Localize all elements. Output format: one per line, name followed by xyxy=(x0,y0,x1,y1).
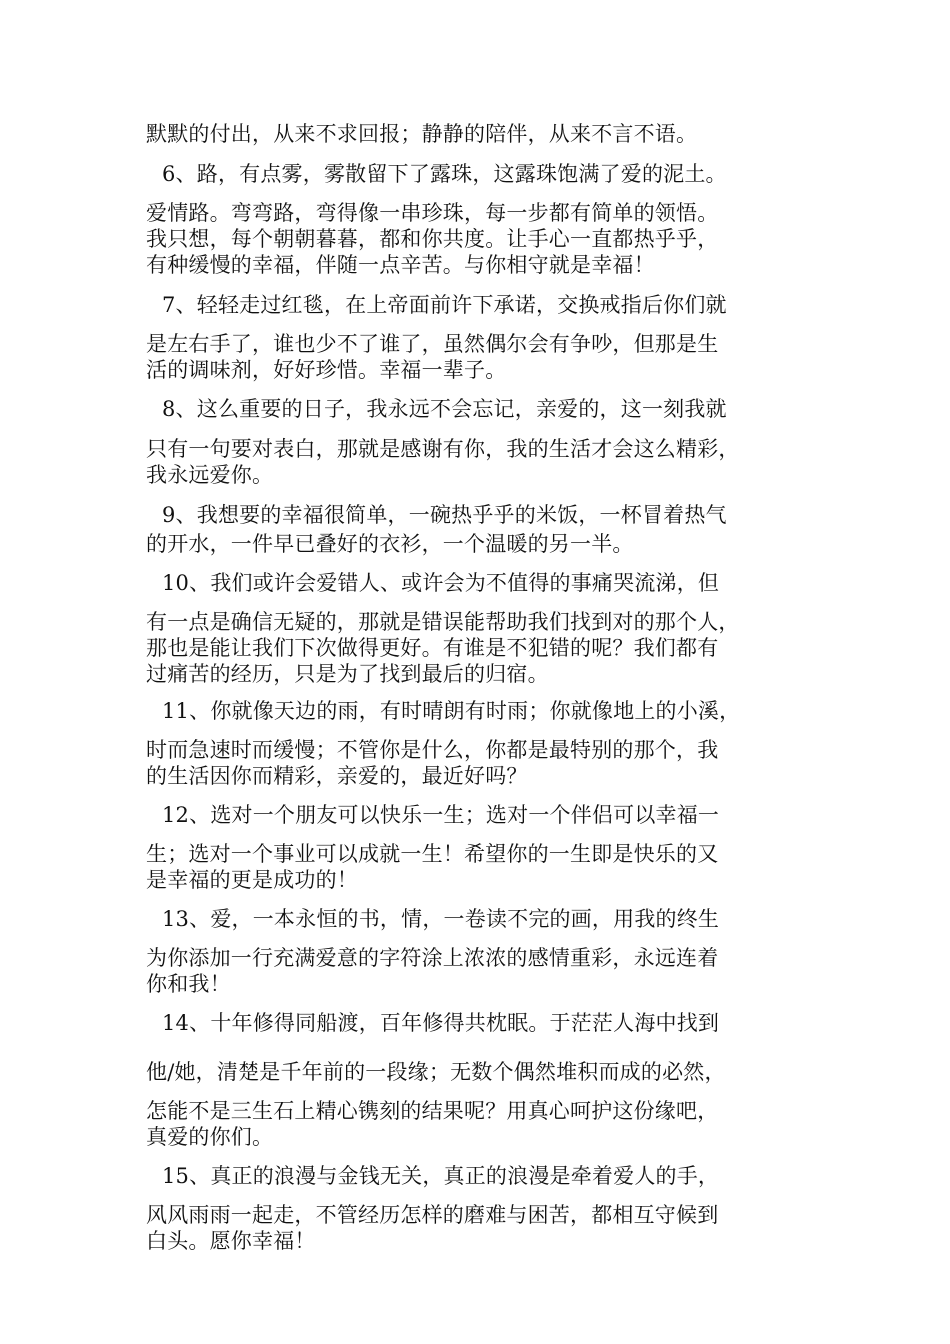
text-line: 是左右手了，谁也少不了谁了，虽然偶尔会有争吵，但那是生 xyxy=(146,332,719,356)
text-line: 真爱的你们。 xyxy=(146,1125,274,1149)
text-line: 我永远爱你。 xyxy=(146,463,274,487)
item-8-line: 8、这么重要的日子，我永远不会忘记，亲爱的，这一刻我就 xyxy=(162,397,727,421)
text-line: 是幸福的更是成功的！ xyxy=(146,868,358,892)
text-line: 过痛苦的经历，只是为了找到最后的归宿。 xyxy=(146,662,549,686)
item-7-line: 7、轻轻走过红毯，在上帝面前许下承诺，交换戒指后你们就 xyxy=(162,293,727,317)
text-line: 他/她，清楚是千年前的一段缘；无数个偶然堆积而成的必然， xyxy=(146,1060,726,1084)
text-line: 你和我！ xyxy=(146,972,231,996)
item-10-line: 10、我们或许会爱错人、或许会为不值得的事痛哭流涕，但 xyxy=(162,571,720,595)
text-line: 的生活因你而精彩，亲爱的，最近好吗？ xyxy=(146,764,528,788)
item-6-line: 6、路，有点雾，雾散留下了露珠，这露珠饱满了爱的泥土。 xyxy=(162,162,727,186)
item-9-line: 9、我想要的幸福很简单，一碗热乎乎的米饭，一杯冒着热气 xyxy=(162,503,727,527)
item-12-line: 12、选对一个朋友可以快乐一生；选对一个伴侣可以幸福一 xyxy=(162,803,720,827)
item-13-line: 13、爱，一本永恒的书，情，一卷读不完的画，用我的终生 xyxy=(162,907,720,931)
text-line: 爱情路。弯弯路，弯得像一串珍珠，每一步都有简单的领悟。 xyxy=(146,201,719,225)
item-14-line: 14、十年修得同船渡，百年修得共枕眠。于茫茫人海中找到 xyxy=(162,1011,720,1035)
text-line: 只有一句要对表白，那就是感谢有你，我的生活才会这么精彩， xyxy=(146,437,740,461)
text-line: 默默的付出，从来不求回报；静静的陪伴，从来不言不语。 xyxy=(146,122,698,146)
text-line: 生；选对一个事业可以成就一生！希望你的一生即是快乐的又 xyxy=(146,842,719,866)
text-line: 时而急速时而缓慢；不管你是什么，你都是最特别的那个，我 xyxy=(146,738,719,762)
text-line: 活的调味剂，好好珍惜。幸福一辈子。 xyxy=(146,358,507,382)
item-11-line: 11、你就像天边的雨，有时晴朗有时雨；你就像地上的小溪， xyxy=(162,699,741,723)
text-line: 白头。愿你幸福！ xyxy=(146,1229,316,1253)
text-line: 的开水，一件早已叠好的衣衫，一个温暖的另一半。 xyxy=(146,532,634,556)
text-line: 那也是能让我们下次做得更好。有谁是不犯错的呢？我们都有 xyxy=(146,636,719,660)
text-line: 有一点是确信无疑的，那就是错误能帮助我们找到对的那个人， xyxy=(146,610,740,634)
item-15-line: 15、真正的浪漫与金钱无关，真正的浪漫是牵着爱人的手， xyxy=(162,1164,720,1188)
text-line: 怎能不是三生石上精心镌刻的结果呢？用真心呵护这份缘吧， xyxy=(146,1099,719,1123)
text-line: 有种缓慢的幸福，伴随一点辛苦。与你相守就是幸福！ xyxy=(146,253,655,277)
text-line: 我只想，每个朝朝暮暮，都和你共度。让手心一直都热乎乎， xyxy=(146,227,719,251)
text-line: 风风雨雨一起走，不管经历怎样的磨难与困苦，都相互守候到 xyxy=(146,1203,719,1227)
text-line: 为你添加一行充满爱意的字符涂上浓浓的感情重彩，永远连着 xyxy=(146,946,719,970)
